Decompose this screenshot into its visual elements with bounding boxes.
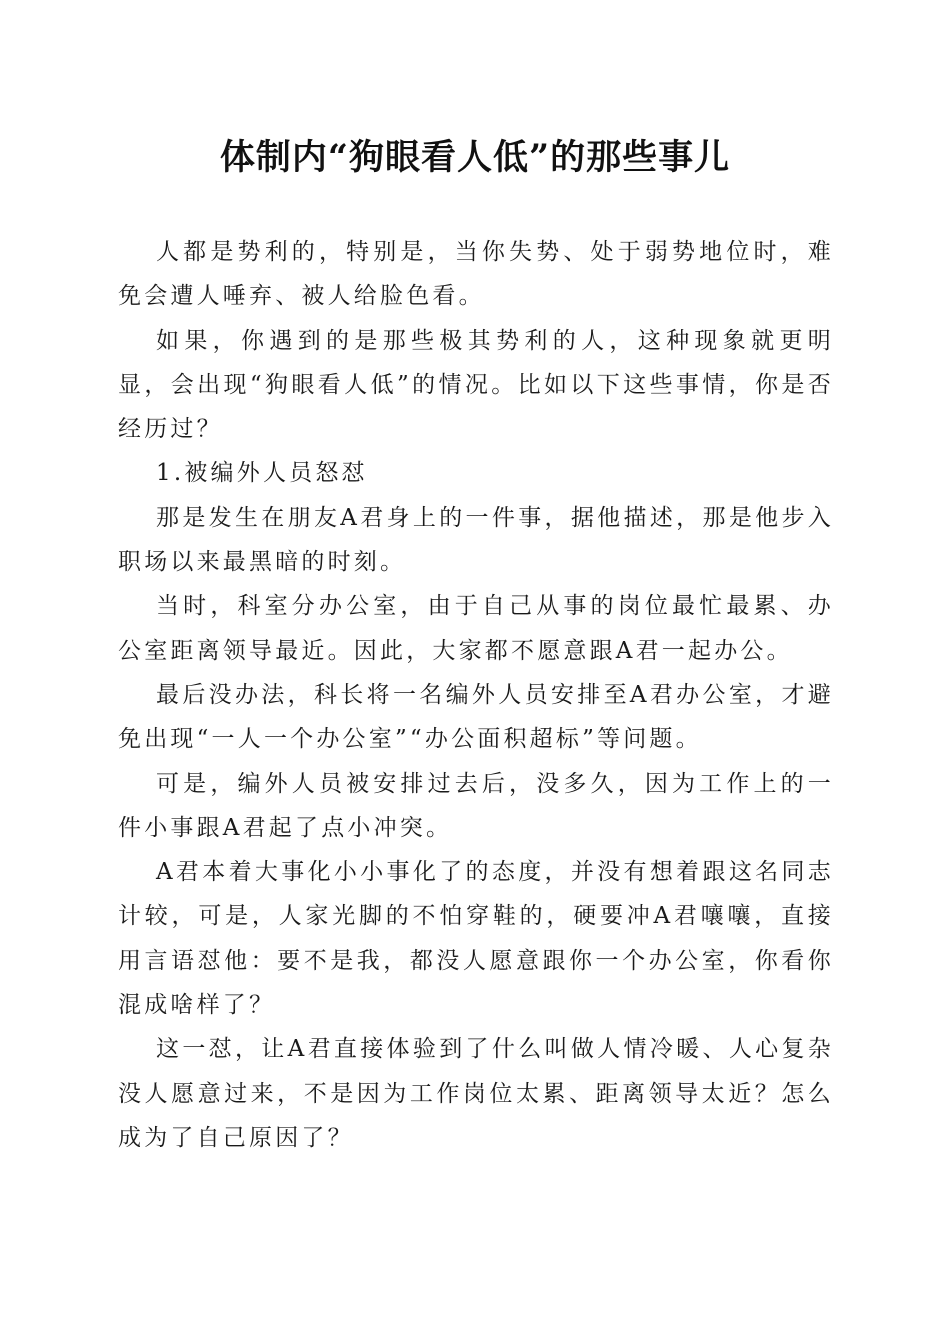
paragraph: 如果，你遇到的是那些极其势利的人，这种现象就更明显，会出现“狗眼看人低”的情况。比如以下这些事情，你是否经历过？ <box>118 327 834 443</box>
paragraph: A君本着大事化小小事化了的态度，并没有想着跟这名同志计较，可是，人家光脚的不怕穿鞋的，硬要冲A君嚷嚷，直接用言语怼他：要不是我，都没人愿意跟你一个办公室，你看你混成啥样了？ <box>118 859 834 1019</box>
paragraph: 最后没办法，科长将一名编外人员安排至A君办公室，才避免出现“一人一个办公室”“办公面积超标”等问题。 <box>118 681 834 753</box>
paragraph: 可是，编外人员被安排过去后，没多久，因为工作上的一件小事跟A君起了点小冲突。 <box>118 770 834 841</box>
section-heading: 1.被编外人员怒怼 <box>156 460 368 487</box>
paragraph: 人都是势利的，特别是，当你失势、处于弱势地位时，难免会遭人唾弃、被人给脸色看。 <box>118 239 834 310</box>
paragraph: 这一怼，让A君直接体验到了什么叫做人情冷暖、人心复杂没人愿意过来，不是因为工作岗位太累、距离领导太近？怎么成为了自己原因了？ <box>118 1036 834 1151</box>
article-body <box>118 230 834 1160</box>
paragraph: 当时，科室分办公室，由于自己从事的岗位最忙最累、办公室距离领导最近。因此，大家都不愿意跟A君一起办公。 <box>118 593 834 664</box>
paragraph: 那是发生在朋友A君身上的一件事，据他描述，那是他步入职场以来最黑暗的时刻。 <box>118 504 834 576</box>
page-title: 体制内“狗眼看人低”的那些事儿 <box>219 137 731 178</box>
